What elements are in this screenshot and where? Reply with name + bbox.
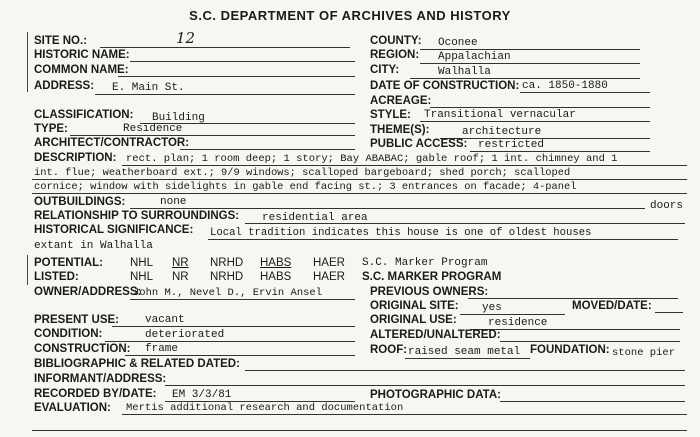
roof-value: raised seam metal xyxy=(408,346,521,358)
foundation-label: FOUNDATION: xyxy=(530,344,610,356)
region-line xyxy=(420,63,640,64)
county-label: COUNTY: xyxy=(370,35,422,47)
listed-nhl: NHL xyxy=(130,271,154,283)
construction-label: CONSTRUCTION: xyxy=(34,343,131,355)
date-construction-label: DATE OF CONSTRUCTION: xyxy=(370,80,520,92)
condition-value: deteriorated xyxy=(145,329,225,341)
outbuildings-value: none xyxy=(160,196,187,208)
description-line-4: doors xyxy=(650,200,684,212)
city-value: Walhalla xyxy=(438,66,491,78)
listed-label: LISTED: xyxy=(34,271,79,283)
owner-address-value: John M., Nevel D., Ervin Ansel xyxy=(133,287,323,299)
listed-nr: NR xyxy=(172,271,189,283)
site-no-label: SITE NO.: xyxy=(34,35,88,47)
listed-haer: HAER xyxy=(313,271,345,283)
type-line xyxy=(70,135,355,136)
owner-address-label: OWNER/ADDRESS: xyxy=(34,286,142,298)
original-use-label: ORIGINAL USE: xyxy=(370,314,457,326)
potential-marker: S.C. Marker Program xyxy=(362,257,488,269)
type-label: TYPE: xyxy=(34,123,68,135)
evaluation-label: EVALUATION: xyxy=(34,402,111,414)
city-label: CITY: xyxy=(370,64,400,76)
potential-habs: HABS xyxy=(260,257,292,269)
previous-owners-label: PREVIOUS OWNERS: xyxy=(370,286,489,298)
photographic-line xyxy=(500,401,685,402)
county-value: Oconee xyxy=(438,37,478,49)
form-bottom-line xyxy=(32,430,687,431)
potential-label: POTENTIAL: xyxy=(34,257,103,269)
altered-line xyxy=(500,341,680,342)
form-title: S.C. DEPARTMENT OF ARCHIVES AND HISTORY xyxy=(189,8,511,23)
present-use-value: vacant xyxy=(145,314,185,326)
informant-label: INFORMANT/ADDRESS: xyxy=(34,373,167,385)
common-name-line xyxy=(118,76,355,77)
acreage-label: ACREAGE: xyxy=(370,95,432,107)
themes-line xyxy=(440,138,650,139)
county-line xyxy=(420,49,640,50)
original-site-label: ORIGINAL SITE: xyxy=(370,300,459,312)
listed-habs: HABS xyxy=(260,271,292,283)
site-no-value: 12 xyxy=(176,29,196,47)
margin-bar xyxy=(27,255,28,285)
type-value: Residence xyxy=(123,123,183,135)
original-use-value: residence xyxy=(488,317,548,329)
potential-nrhd: NRHD xyxy=(210,257,244,269)
significance-underline-1 xyxy=(208,239,678,240)
previous-owners-line xyxy=(468,298,678,299)
description-line-3: cornice; window with sidelights in gable end facing st.; 3 entrances on facade; 4-panel xyxy=(34,181,577,193)
bibliographic-line xyxy=(245,370,685,371)
roof-label: ROOF: xyxy=(370,344,408,356)
site-no-line xyxy=(100,47,350,48)
recorded-value: EM 3/3/81 xyxy=(172,389,232,401)
description-underline-1 xyxy=(122,165,687,166)
public-access-line xyxy=(470,151,650,152)
description-underline-3 xyxy=(32,193,687,194)
photographic-label: PHOTOGRAPHIC DATA: xyxy=(370,389,501,401)
moved-date-label: MOVED/DATE: xyxy=(572,300,652,312)
original-site-line xyxy=(460,314,565,315)
roof-line xyxy=(405,358,530,359)
public-access-value: restricted xyxy=(478,139,545,151)
foundation-value: stone pier xyxy=(612,347,676,359)
outbuildings-line xyxy=(130,208,645,209)
present-use-label: PRESENT USE: xyxy=(34,314,119,326)
classification-value: Building xyxy=(152,112,205,124)
common-name-label: COMMON NAME: xyxy=(34,64,129,76)
relationship-line xyxy=(245,223,685,224)
relationship-label: RELATIONSHIP TO SURROUNDINGS: xyxy=(34,210,240,222)
condition-label: CONDITION: xyxy=(34,328,103,340)
architect-line xyxy=(180,149,355,150)
architect-label: ARCHITECT/CONTRACTOR: xyxy=(34,137,190,149)
historic-name-label: HISTORIC NAME: xyxy=(34,49,130,61)
listed-nrhd: NRHD xyxy=(210,271,244,283)
bibliographic-label: BIBLIOGRAPHIC & RELATED DATED: xyxy=(34,358,240,370)
relationship-value: residential area xyxy=(262,212,368,224)
style-value: Transitional vernacular xyxy=(424,109,576,121)
acreage-line xyxy=(430,107,650,108)
original-use-line xyxy=(470,329,680,330)
address-value: E. Main St. xyxy=(112,82,185,94)
historic-name-line xyxy=(130,61,355,62)
style-line xyxy=(420,121,650,122)
potential-haer: HAER xyxy=(313,257,345,269)
description-underline-2 xyxy=(32,179,687,180)
themes-label: THEME(S): xyxy=(370,124,430,136)
significance-label: HISTORICAL SIGNIFICANCE: xyxy=(34,224,194,236)
potential-nhl: NHL xyxy=(130,257,154,269)
margin-bar xyxy=(27,32,28,92)
address-line xyxy=(95,94,355,95)
significance-line-1: Local tradition indicates this house is one of oldest houses xyxy=(210,227,592,239)
recorded-label: RECORDED BY/DATE: xyxy=(34,388,157,400)
date-construction-value: ca. 1850-1880 xyxy=(522,80,608,92)
present-use-line xyxy=(112,326,355,327)
description-line-1: rect. plan; 1 room deep; 1 story; Bay ABABAC; gable roof; 1 int. chimney and 1 xyxy=(126,153,618,165)
informant-line xyxy=(165,385,685,386)
potential-nr: NR xyxy=(172,257,189,269)
original-site-value: yes xyxy=(482,302,502,314)
description-label: DESCRIPTION: xyxy=(34,152,117,164)
description-line-2: int. flue; weatherboard ext.; 9/9 windows; scalloped bargeboard; shed porch; scalloped xyxy=(34,167,571,179)
listed-marker: S.C. MARKER PROGRAM xyxy=(362,271,502,283)
evaluation-value: Mertis additional research and documentation xyxy=(126,402,404,414)
construction-value: frame xyxy=(145,343,179,355)
evaluation-line xyxy=(122,414,687,415)
construction-line xyxy=(125,355,355,356)
classification-label: CLASSIFICATION: xyxy=(34,109,134,121)
moved-date-line xyxy=(655,312,683,313)
condition-line xyxy=(105,341,355,342)
themes-value: architecture xyxy=(462,126,542,138)
city-line xyxy=(410,78,640,79)
region-label: REGION: xyxy=(370,49,420,61)
altered-label: ALTERED/UNALTERED: xyxy=(370,329,501,341)
style-label: STYLE: xyxy=(370,109,411,121)
significance-line-2: extant in Walhalla xyxy=(34,240,153,252)
region-value: Appalachian xyxy=(438,51,511,63)
outbuildings-label: OUTBUILDINGS: xyxy=(34,196,126,208)
address-label: ADDRESS: xyxy=(34,80,95,92)
date-construction-line xyxy=(520,92,650,93)
owner-address-line xyxy=(130,299,355,300)
public-access-label: PUBLIC ACCESS: xyxy=(370,138,468,150)
